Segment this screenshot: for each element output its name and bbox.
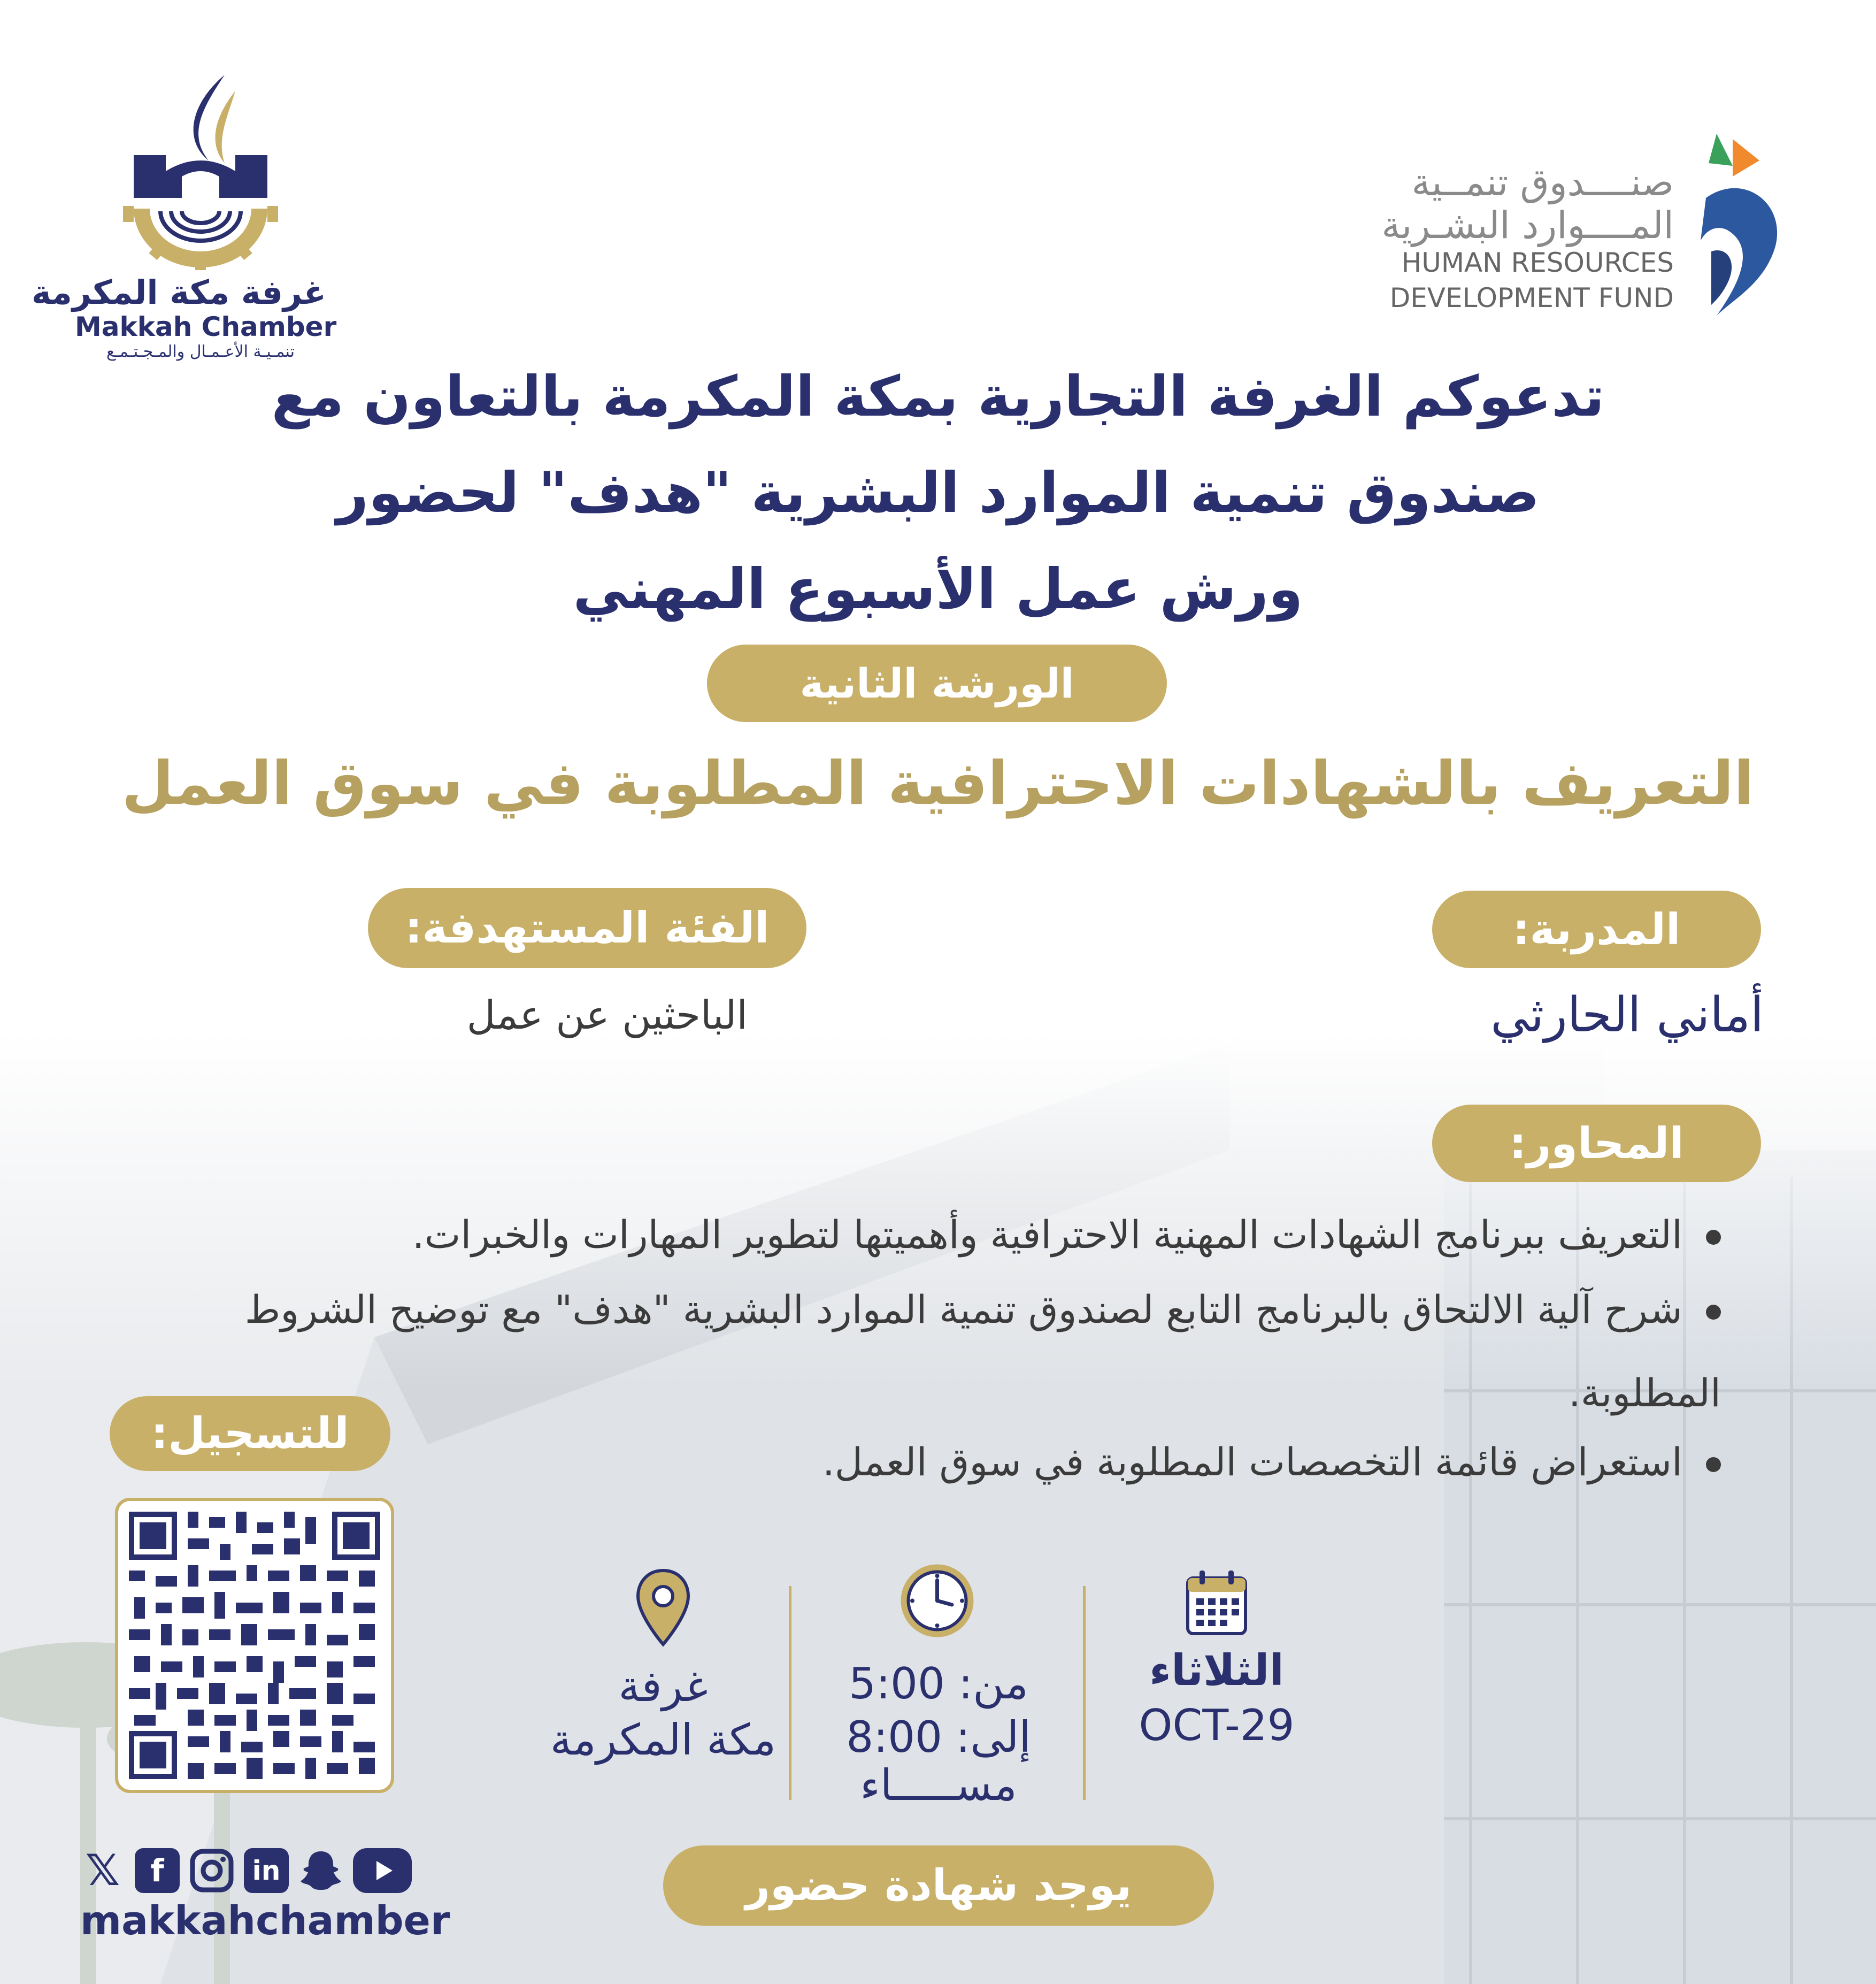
youtube-icon[interactable] <box>353 1848 412 1893</box>
invite-line-1: تدعوكم الغرفة التجارية بمكة المكرمة بالتعاون مع <box>271 364 1605 429</box>
trainer-name: أماني الحارثي <box>1490 987 1764 1043</box>
location-pin-icon <box>634 1567 693 1648</box>
bullet-dot-icon <box>1706 1457 1721 1472</box>
calendar-icon <box>1185 1567 1249 1637</box>
hrdf-arabic-line2: المــــوارد البشـرية <box>1381 203 1674 247</box>
qr-code-icon <box>124 1506 386 1784</box>
linkedin-icon[interactable]: in <box>244 1848 289 1893</box>
hrdf-logo <box>1374 123 1792 326</box>
clock-icon <box>898 1562 976 1640</box>
registration-label-pill: للتسجيل: <box>110 1396 390 1471</box>
event-day: الثلاثاء <box>1149 1645 1284 1695</box>
topic-item-3-text: استعراض قائمة التخصصات المطلوبة في سوق العمل. <box>822 1439 1682 1484</box>
facebook-icon[interactable]: f <box>135 1848 180 1893</box>
x-icon[interactable]: 𝕏 <box>85 1845 120 1895</box>
bullet-dot-icon <box>1706 1305 1721 1320</box>
social-handle: makkahchamber <box>80 1898 450 1944</box>
hrdf-english-line1: HUMAN RESOURCES <box>1401 247 1674 278</box>
registration-qr-code[interactable] <box>115 1498 394 1793</box>
event-date: OCT-29 <box>1139 1700 1295 1750</box>
chamber-english-name: Makkah Chamber <box>75 311 337 342</box>
topic-item-1 <box>106 1193 1721 1276</box>
workshop-number-pill: الورشة الثانية <box>707 645 1167 722</box>
bullet-dot-icon <box>1706 1230 1721 1245</box>
audience-value: الباحثين عن عمل <box>466 992 748 1038</box>
chamber-tagline: تنمـيـة الأعـمـال والمـجـتـمـع <box>106 342 295 361</box>
workshop-title: التعريف بالشهادات الاحترافية المطلوبة في سوق العمل <box>121 749 1755 818</box>
invite-line-2: صندوق تنمية الموارد البشرية "هدف" لحضور <box>336 460 1540 525</box>
hrdf-emblem-icon <box>1695 123 1792 316</box>
certificate-pill: يوجد شهادة حضور <box>663 1845 1214 1926</box>
topics-label-pill: المحاور: <box>1432 1105 1761 1182</box>
trainer-label-pill: المدربة: <box>1432 891 1761 968</box>
snapchat-icon[interactable] <box>298 1848 343 1893</box>
social-icons-row <box>80 1845 428 1896</box>
audience-label-pill: الفئة المستهدفة: <box>368 888 806 968</box>
makkah-chamber-logo <box>31 70 337 361</box>
topic-item-1-text: التعريف ببرنامج الشهادات المهنية الاحترافية وأهميتها لتطوير المهارات والخبرات. <box>412 1212 1682 1257</box>
chamber-emblem-icon <box>102 70 299 273</box>
chamber-arabic-name: غرفة مكة المكرمة <box>31 273 326 312</box>
event-venue-line1: غرفة <box>618 1661 708 1711</box>
event-venue-line2: مكة المكرمة <box>550 1715 776 1765</box>
hrdf-arabic-line1: صنــــدوق تنمــية <box>1411 160 1674 204</box>
invite-line-3: ورش عمل الأسبوع المهني <box>573 556 1303 622</box>
divider-line <box>1083 1586 1086 1800</box>
topic-item-2-text: شرح آلية الالتحاق بالبرنامج التابع لصندوق تنمية الموارد البشرية "هدف" مع توضيح الشروط المطلوبة. <box>244 1287 1721 1415</box>
hrdf-english-line2: DEVELOPMENT FUND <box>1389 282 1674 313</box>
event-time-from: من: 5:00 <box>849 1659 1028 1709</box>
event-period: مســـــاء <box>860 1760 1017 1810</box>
event-time-to: إلى: 8:00 <box>846 1712 1031 1762</box>
instagram-icon[interactable] <box>189 1848 234 1893</box>
